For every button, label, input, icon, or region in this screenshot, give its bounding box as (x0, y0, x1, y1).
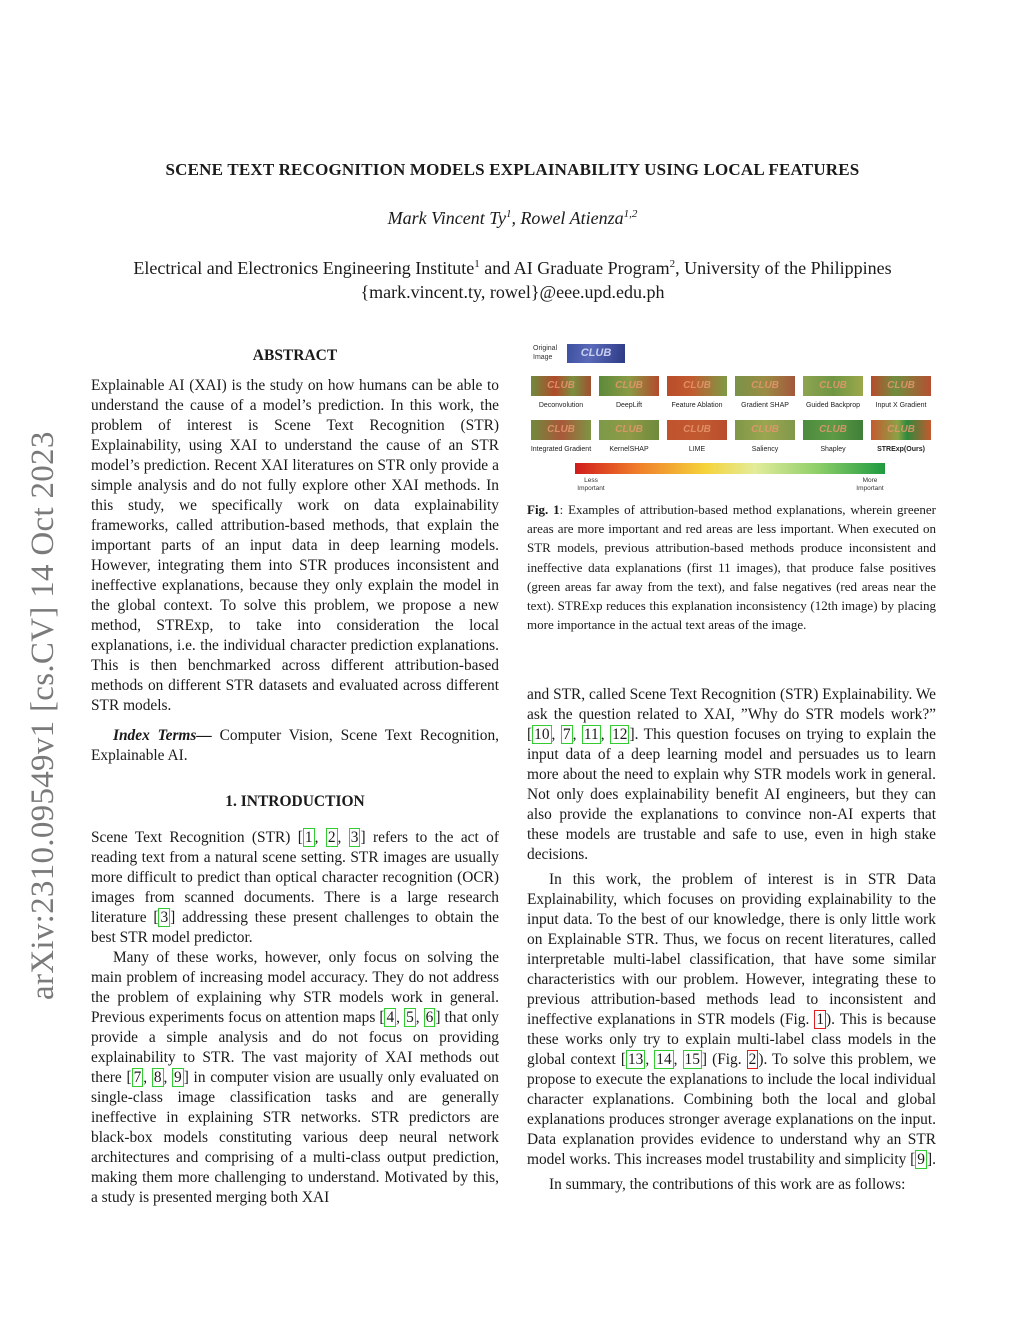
citation-link[interactable]: 7 (133, 1069, 142, 1086)
figure-1-caption (527, 500, 936, 634)
citation-link[interactable]: 10 (534, 726, 550, 743)
intro-heading: 1. INTRODUCTION (225, 793, 365, 810)
left-column (91, 346, 499, 1208)
method-label: KernelSHAP (609, 446, 649, 453)
intro-paragraph-1: Scene Text Recognition (STR) [ 1 , 2 , 3 ] refers to the act of reading text from a natural scene setting. STR images are usually more difficult to predict than optical character recognition (OCR) images from scanned documents. There is a large research literature [ 3 ] addressing these present challenges to obtain the best STR model predictor. (91, 829, 499, 946)
citation-link[interactable]: 6 (425, 1009, 434, 1026)
method-label: Guided Backprop (805, 402, 861, 409)
citation-link[interactable]: 9 (174, 1069, 182, 1086)
method-label: Feature Ablation (671, 402, 723, 409)
intro-paragraph-2: Many of these works, however, only focus on solving the main problem of increasing model accuracy. They do not address the problem of explaining why STR models work in general. Previous experiments focus on attention maps [ 4 , 5 , 6 ] that only provide a simple analysis and do not focus on providing explainability to STR. The vast majority of XAI methods out there [ 7 , 8 , 9 ] in computer vision are usually only evaluated on single-class image classification tasks and are generally ineffective in explaining STR networks. STR predictors are black-box models constituting various deep neural network architectures and comprising of a multi-class output prediction, making them more challenging to understand. Motivated by this, a study is presented merging both XAI (91, 949, 499, 1206)
author-list (90, 208, 935, 229)
explanation-thumbnail: CLUB (871, 420, 931, 440)
explanation-thumbnail: CLUB (667, 376, 727, 396)
importance-colorbar (575, 463, 885, 474)
method-label: Saliency (751, 446, 779, 453)
method-label: Shapley (820, 446, 846, 453)
affiliation-sup: 1 (474, 258, 480, 270)
figure-1 (527, 340, 937, 500)
citation-link[interactable]: 1 (304, 829, 313, 846)
citation-link[interactable]: 4 (386, 1009, 395, 1026)
right-paragraph-1: and STR, called Scene Text Recognition (STR) Explainability. We ask the question related to XAI, ”Why do STR models work?” [ 10 , 7 , 11 , 12 ]. This question focuses on trying to explain the input data of a deep learning model and persuades us to learn more about the need to explain why STR models work in general. Not only does explainability benefit AI engineers, but they can also provide the explanations to convince non-AI experts that these models are trustable and safe to use, even in high stake decisions. (527, 686, 937, 863)
right-paragraph-2: In this work, the problem of interest is in STR Data Explainability, which focuses on providing explainability to the input data. To the best of our knowledge, there is only little work on Explainable STR. Thus, we focus on recent literatures, called interpretable multi-label classification, that have some similar characteristics with our problem. However, integrating these to previous attribution-based methods lead to inconsistent and ineffective explanations in STR models (Fig. 1 ). This is because these works only try to explain multi-label class models in the global context [ 13 , 14 , 15 ] (Fig. 2 ). To solve this problem, we propose to execute the explanations to include the local individual character explanations. Combining both the local and global explanations produces stronger average explanations on the input. Data explanation provides evidence to understand why an STR model works. This increases model trustability and simplicity [ 9 ]. (527, 871, 937, 1168)
author-name: Rowel Atienza (520, 208, 624, 228)
method-label: Input X Gradient (875, 402, 927, 409)
explanation-thumbnail: CLUB (735, 376, 795, 396)
abstract-heading: ABSTRACT (252, 347, 338, 364)
citation-link[interactable]: 12 (612, 726, 628, 743)
index-terms (91, 726, 499, 766)
author-separator: , (511, 208, 521, 228)
author-name: Mark Vincent Ty (387, 208, 506, 228)
citation-link[interactable]: 7 (562, 726, 571, 743)
method-label: Integrated Gradient (530, 446, 592, 453)
explanation-thumbnail: CLUB (667, 420, 727, 440)
original-image: CLUB (567, 344, 625, 363)
method-label: DeepLift (615, 402, 643, 409)
author-affil-sup: 1,2 (623, 208, 638, 220)
method-label: LIME (688, 446, 706, 453)
abstract-body: Explainable AI (XAI) is the study on how humans can be able to understand the cause of a model’s prediction. In this work, the problem of interest is Scene Text Recognition (STR) Explainability, using XAI to understand the cause of an STR model’s prediction. Recent XAI literatures on STR only provide a simple analysis and do not fully explore other XAI methods. In this study, we specifically work on data explainability frameworks, called attribution-based methods, that explain the important parts of an input data in deep learning models. However, integrating them into STR produces inconsistent and ineffective explanations, because they only explain the model in the global context. To solve this problem, we propose a new method, STRExp, to take into consideration the local explanations, i.e. the individual character prediction explanations. This is then benchmarked across different attribution-based methods on different STR datasets and evaluated across different STR models. (91, 377, 499, 714)
citation-link[interactable]: 13 (627, 1051, 644, 1068)
method-label: Deconvolution (538, 402, 584, 409)
caption-text: : Examples of attribution-based method explanations, wherein greener areas are more important and red areas are less important. When executed on STR models, previous attribution-based methods produce inconsistent and ineffective data explanations (first 11 images), that produce false positives (green areas far away from the text), and false negatives (red areas near the text). STRExp reduces this explanation inconsistency (12th image) by placing more importance in the actual text areas of the image. (527, 502, 937, 633)
affiliation-text: and AI Graduate Program (479, 258, 670, 278)
author-emails: {mark.vincent.ty, rowel}@eee.upd.edu.ph (360, 282, 665, 302)
citation-link[interactable]: 11 (583, 726, 599, 743)
paper-title: SCENE TEXT RECOGNITION MODELS EXPLAINABILITY USING LOCAL FEATURES (165, 160, 860, 179)
colorbar-less-label: Less Important (577, 477, 605, 492)
affiliation-sup: 2 (669, 258, 676, 270)
explanation-thumbnail: CLUB (735, 420, 795, 440)
citation-link[interactable]: 15 (684, 1051, 700, 1068)
arxiv-identifier: arXiv:2310.09549v1 [cs.CV] 14 Oct 2023 (25, 431, 61, 1000)
affiliation-text: Electrical and Electronics Engineering Institute (133, 258, 475, 278)
affiliation-text: , University of the Philippines (675, 258, 892, 278)
figure-ref-link[interactable]: 2 (748, 1051, 757, 1068)
citation-link[interactable]: 5 (406, 1009, 414, 1026)
explanation-thumbnail: CLUB (599, 376, 659, 396)
original-image-label: Original Image (533, 345, 558, 361)
colorbar-more-label: More Important (856, 477, 884, 492)
explanation-thumbnail: CLUB (531, 420, 591, 440)
explanation-thumbnail: CLUB (803, 376, 863, 396)
explanation-thumbnail: CLUB (803, 420, 863, 440)
citation-link[interactable]: 14 (656, 1051, 672, 1068)
method-label: STRExp(Ours) (877, 446, 925, 453)
affiliations (90, 256, 935, 304)
citation-link[interactable]: 8 (153, 1069, 162, 1086)
right-paragraph-3: In summary, the contributions of this work are as follows: (549, 1176, 906, 1193)
caption-label: Fig. 1 (527, 502, 560, 517)
figure-ref-link[interactable]: 1 (816, 1011, 825, 1028)
citation-link[interactable]: 9 (917, 1151, 925, 1168)
citation-link[interactable]: 3 (350, 829, 359, 846)
citation-link[interactable]: 3 (160, 909, 169, 926)
explanation-thumbnail: CLUB (531, 376, 591, 396)
explanation-thumbnail: CLUB (599, 420, 659, 440)
right-column (527, 685, 936, 1195)
explanation-thumbnail: CLUB (871, 376, 931, 396)
citation-link[interactable]: 2 (327, 829, 336, 846)
author-affil-sup: 1 (505, 208, 512, 220)
affiliation-line (90, 256, 935, 280)
index-terms-label: Index Terms— (113, 727, 212, 744)
index-terms-text: Computer Vision, Scene Text Recognition, Explainable AI. (91, 727, 499, 764)
method-label: Gradient SHAP (741, 402, 789, 409)
